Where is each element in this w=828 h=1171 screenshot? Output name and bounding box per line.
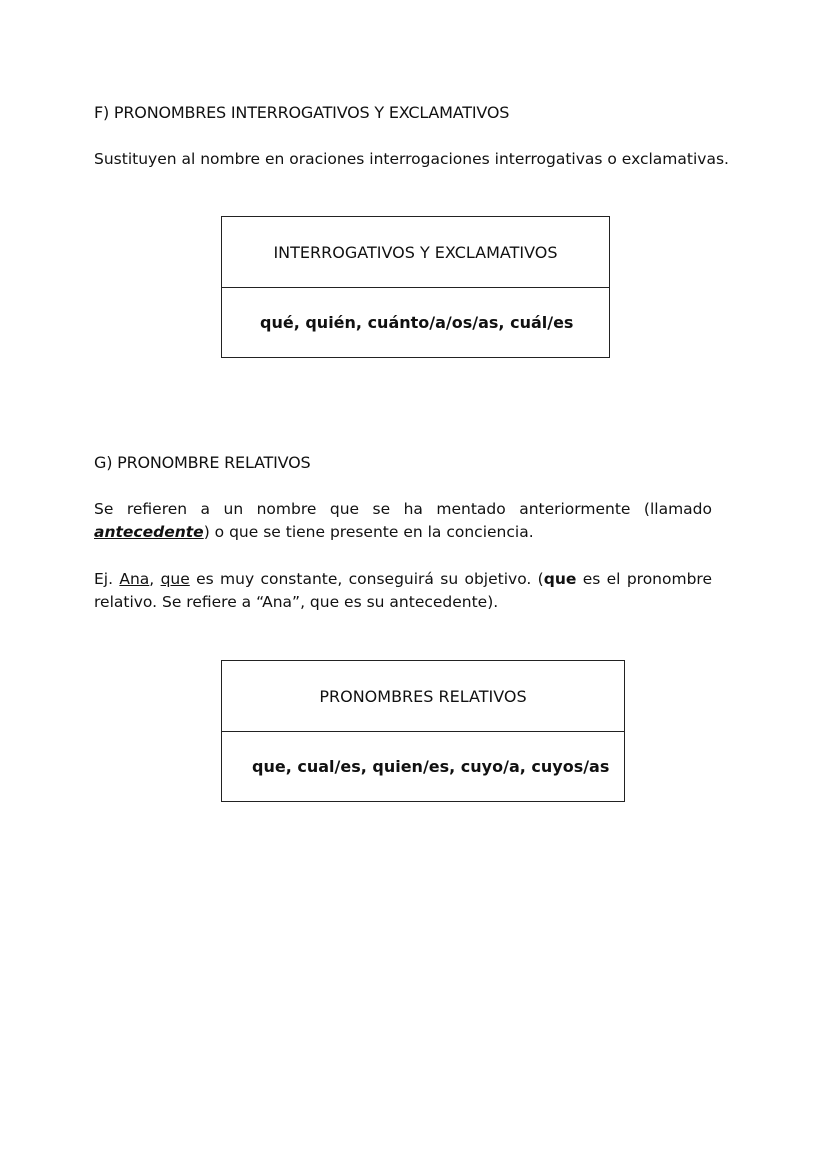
section-g-example [94,568,712,614]
example-sentence: es muy constante, conseguirá su objetivo. ( [189,570,544,588]
example-note-keyword: que [543,570,577,588]
section-g-heading: G) PRONOMBRE RELATIVOS [94,453,311,472]
section-g-description [94,498,712,544]
example-relative: que [160,570,190,588]
interrogative-pronouns-table [221,216,610,358]
table-content: que, cual/es, quien/es, cuyo/a, cuyos/as [222,731,624,801]
section-f-heading: F) PRONOMBRES INTERROGATIVOS Y EXCLAMATIVOS [94,103,510,122]
table-header: INTERROGATIVOS Y EXCLAMATIVOS [273,242,558,262]
section-f-description: Sustituyen al nombre en oraciones interrogaciones interrogativas o exclamativas. [94,150,729,168]
table-header: PRONOMBRES RELATIVOS [319,686,527,706]
antecedent-term: antecedente [94,523,204,541]
example-prefix: Ej. [94,570,120,588]
example-antecedent: Ana [119,570,150,588]
description-text-end: ) o que se tiene presente en la conciencia. [203,523,534,541]
relative-pronouns-table [221,660,625,802]
example-note: es el pronombre relativo. Se refiere a “Ana”, que es su antecedente). [94,570,712,611]
example-comma: , [149,570,161,588]
table-content: qué, quién, cuánto/a/os/as, cuál/es [222,287,609,357]
description-text: Se refieren a un nombre que se ha mentado anteriormente (llamado [94,500,712,518]
